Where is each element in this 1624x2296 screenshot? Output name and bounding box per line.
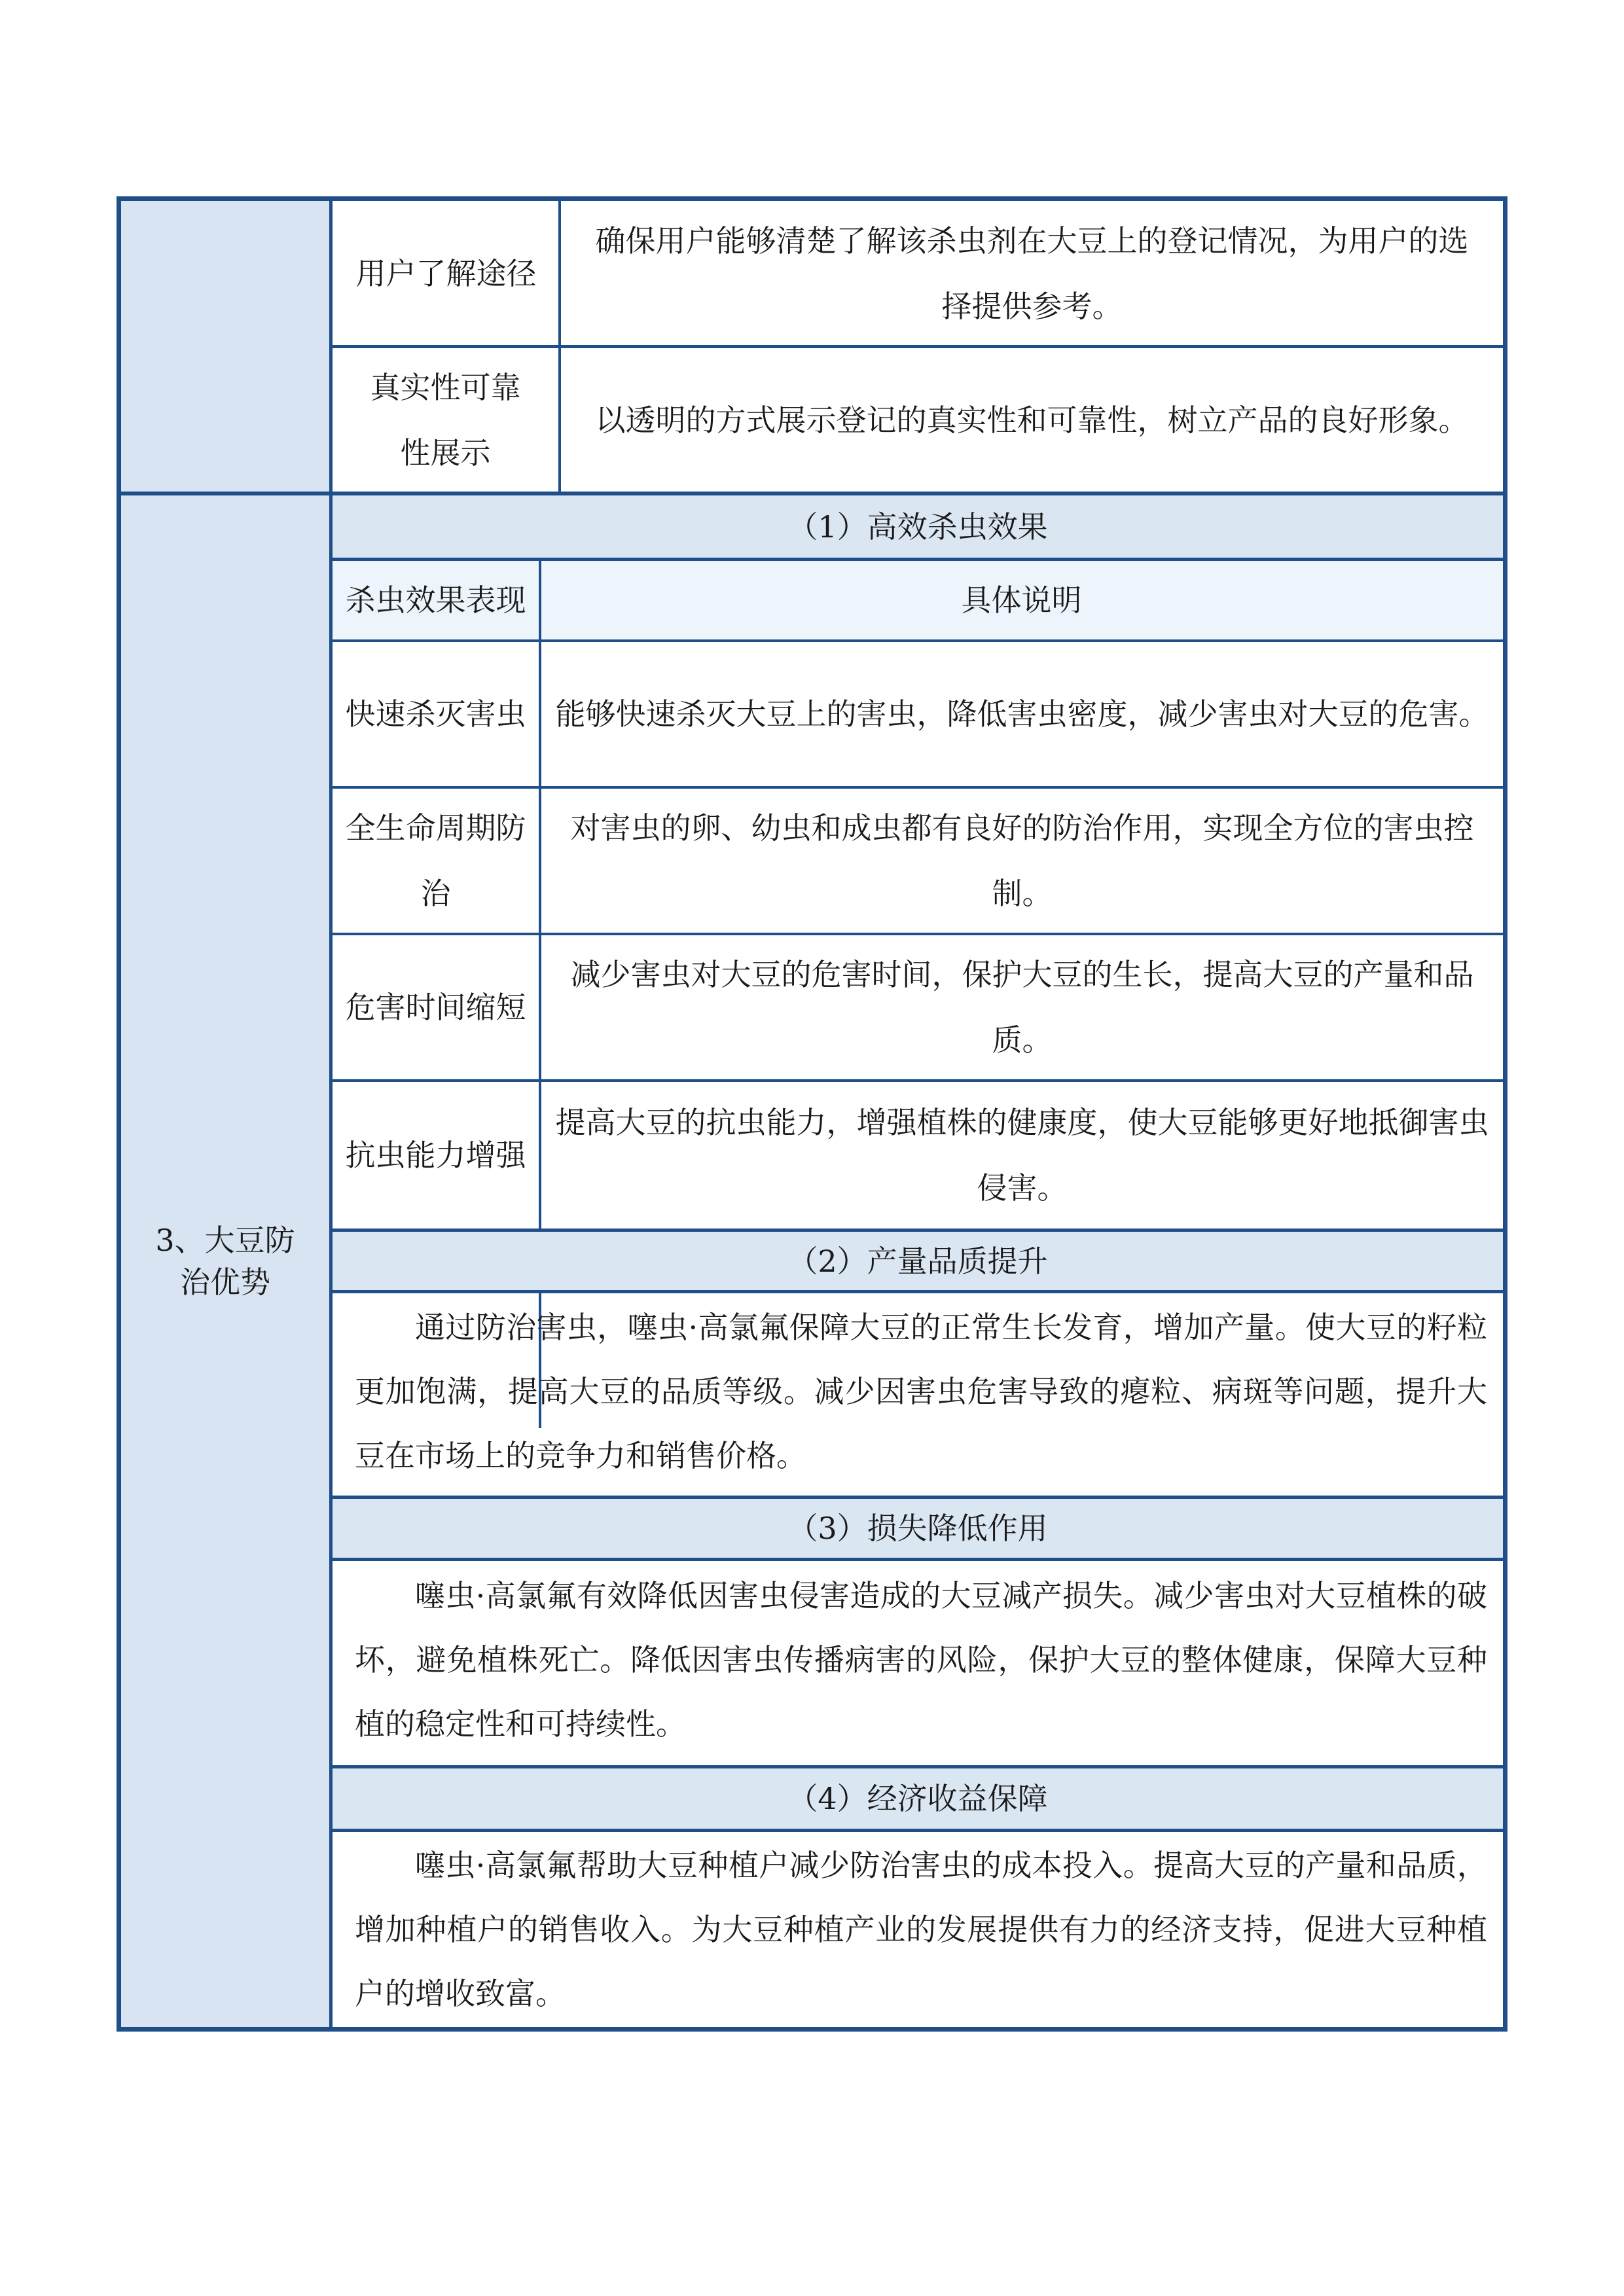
paragraph-text: 通过防治害虫，噻虫·高氯氟保障大豆的正常生长发育，增加产量。使大豆的籽粒更加饱满，提高大豆的品质等级。减少因害虫危害导致的瘪粒、病斑等问题，提升大豆在市场上的竞争力和销售价格。: [355, 1310, 1487, 1473]
subsection-text-2: [333, 1295, 1503, 1493]
paragraph-text: 噻虫·高氯氟有效降低因害虫侵害造成的大豆减产损失。减少害虫对大豆植株的破坏，避免植株死亡。降低因害虫传播病害的风险，保护大豆的整体健康，保障大豆种植的稳定性和可持续性。: [355, 1578, 1487, 1742]
row-desc-user-access: [561, 201, 1503, 346]
effect-table-header-label: [333, 561, 539, 639]
effect-desc-text: 减少害虫对大豆的危害时间，保护大豆的生长，提高大豆的产量和品质。: [570, 957, 1474, 1058]
content-table: [117, 196, 1507, 2032]
row-label-authenticity: [333, 348, 558, 492]
row-label-text: 用户了解途径: [355, 256, 537, 291]
effect-label-text: 危害时间缩短: [345, 990, 526, 1025]
section-title-cell: [121, 495, 333, 2027]
header-text: 杀虫效果表现: [345, 583, 526, 618]
subsection-text-4: [333, 1833, 1503, 2027]
effect-row-desc-1: [541, 642, 1503, 786]
effect-row-desc-3: [541, 935, 1503, 1079]
outer-left-empty: [121, 201, 333, 492]
subsection-heading-text: （3）损失降低作用: [787, 1511, 1048, 1546]
subsection-text-3: [333, 1564, 1503, 1760]
subsection-heading-2: [333, 1232, 1503, 1291]
row-label-user-access: [333, 201, 560, 346]
effect-label-text: 全生命周期防治: [345, 810, 526, 911]
subsection-heading-1: [333, 495, 1503, 558]
subsection-heading-text: （1）高效杀虫效果: [787, 509, 1048, 545]
paragraph-text: 噻虫·高氯氟帮助大豆种植户减少防治害虫的成本投入。提高大豆的产量和品质，增加种植户的销售收入。为大豆种植产业的发展提供有力的经济支持，促进大豆种植户的增收致富。: [355, 1848, 1487, 2011]
row-label-text: 真实性可靠性展示: [370, 370, 521, 471]
subsection-heading-3: [333, 1499, 1503, 1558]
header-text: 具体说明: [961, 583, 1082, 618]
section-title: 3、大豆防治优势: [155, 1223, 295, 1300]
subsection-heading-text: （4）经济收益保障: [787, 1781, 1048, 1816]
row-desc-text: 以透明的方式展示登记的真实性和可靠性，树立产品的良好形象。: [595, 403, 1469, 438]
effect-label-text: 快速杀灭害虫: [345, 696, 526, 732]
effect-label-text: 抗虫能力增强: [345, 1138, 526, 1173]
effect-desc-text: 对害虫的卵、幼虫和成虫都有良好的防治作用，实现全方位的害虫控制。: [570, 810, 1474, 911]
effect-row-label-2: [333, 789, 539, 933]
effect-table-header-desc: [540, 561, 1503, 639]
effect-desc-text: 提高大豆的抗虫能力，增强植株的健康度，使大豆能够更好地抵御害虫侵害。: [555, 1105, 1489, 1206]
row-desc-text: 确保用户能够清楚了解该杀虫剂在大豆上的登记情况，为用户的选择提供参考。: [595, 223, 1469, 324]
effect-row-desc-2: [541, 789, 1503, 933]
effect-row-desc-4: [541, 1082, 1503, 1229]
row-desc-authenticity: [561, 348, 1503, 492]
effect-row-label-4: [333, 1082, 539, 1229]
effect-row-label-1: [333, 642, 539, 786]
subsection-heading-text: （2）产量品质提升: [787, 1244, 1048, 1279]
effect-desc-text: 能够快速杀灭大豆上的害虫，降低害虫密度，减少害虫对大豆的危害。: [555, 696, 1489, 732]
subsection-heading-4: [333, 1768, 1503, 1829]
effect-row-label-3: [333, 935, 539, 1079]
